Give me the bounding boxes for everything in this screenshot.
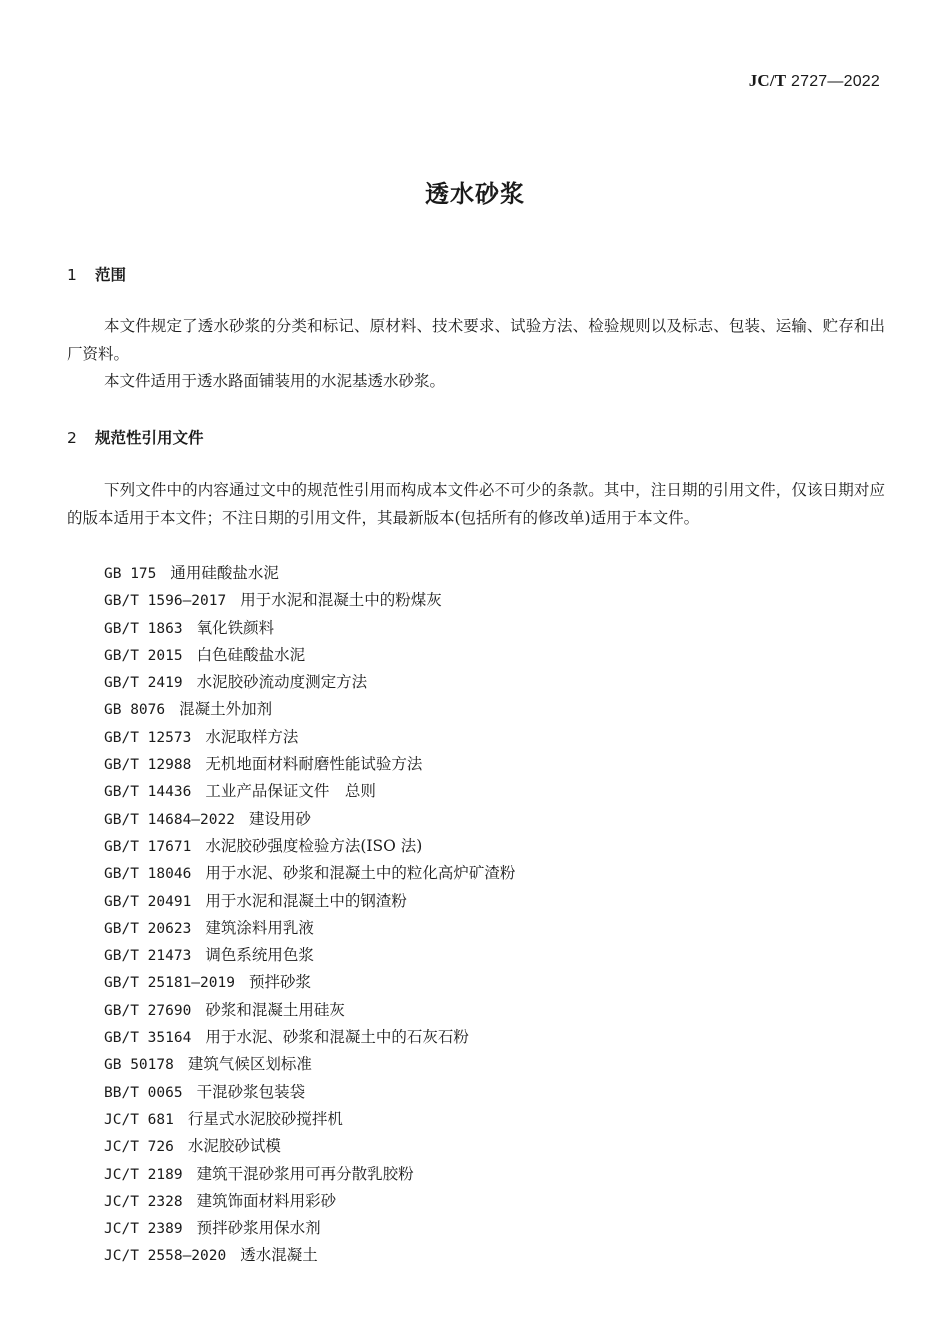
reference-item <box>104 1051 515 1078</box>
reference-item <box>104 560 515 587</box>
reference-code: JC/T 681 <box>104 1111 174 1128</box>
reference-title: 建设用砂 <box>248 809 311 828</box>
reference-code: GB/T 2015 <box>104 647 183 664</box>
reference-item <box>104 997 515 1024</box>
reference-title: 无机地面材料耐磨性能试验方法 <box>205 755 423 774</box>
reference-title: 干混砂浆包装袋 <box>196 1082 306 1101</box>
reference-code: GB/T 1596—2017 <box>104 593 227 610</box>
reference-item <box>104 778 515 805</box>
reference-item <box>104 1079 515 1106</box>
reference-code: GB/T 14436 <box>104 784 192 801</box>
reference-code: GB 8076 <box>104 702 166 719</box>
reference-code: GB/T 18046 <box>104 866 192 883</box>
reference-item <box>104 751 515 778</box>
reference-item <box>104 1161 515 1188</box>
standard-code-prefix: JC/T <box>748 71 787 90</box>
reference-code: GB 50178 <box>104 1057 174 1074</box>
reference-code: GB/T 2419 <box>104 675 183 692</box>
section-1-number: 1 <box>67 266 77 284</box>
standard-code <box>749 71 880 91</box>
section-1-heading <box>67 263 126 285</box>
reference-title: 透水混凝土 <box>240 1246 318 1265</box>
reference-title: 砂浆和混凝土用硅灰 <box>205 1000 345 1019</box>
reference-title: 建筑干混砂浆用可再分散乳胶粉 <box>196 1164 414 1183</box>
reference-code: GB/T 25181—2019 <box>104 975 235 992</box>
section-2-heading <box>67 426 204 448</box>
reference-title: 用于水泥和混凝土中的粉煤灰 <box>240 591 442 610</box>
reference-code: JC/T 2389 <box>104 1221 183 1238</box>
reference-item <box>104 696 515 723</box>
reference-item <box>104 642 515 669</box>
reference-code: JC/T 2189 <box>104 1166 183 1183</box>
reference-title: 水泥胶砂试模 <box>187 1137 281 1156</box>
reference-title: 行星式水泥胶砂搅拌机 <box>187 1109 343 1128</box>
reference-item <box>104 860 515 887</box>
reference-item <box>104 942 515 969</box>
reference-code: GB/T 1863 <box>104 620 183 637</box>
section-2-intro: 下列文件中的内容通过文中的规范性引用而构成本文件必不可少的条款。其中，注日期的引用文件，仅该日期对应的版本适用于本文件；不注日期的引用文件，其最新版本(包括所有的修改单)适用于本文件。 <box>67 481 885 527</box>
reference-code: GB/T 12988 <box>104 757 192 774</box>
reference-title: 水泥取样方法 <box>205 727 299 746</box>
reference-code: GB 175 <box>104 566 157 582</box>
section-1-paragraph-2: 本文件适用于透水路面铺装用的水泥基透水砂浆。 <box>104 372 446 390</box>
section-1-paragraph-1: 本文件规定了透水砂浆的分类和标记、原材料、技术要求、试验方法、检验规则以及标志、包装、运输、贮存和出厂资料。 <box>67 317 885 363</box>
reference-code: GB/T 20491 <box>104 893 192 910</box>
reference-title: 预拌砂浆用保水剂 <box>196 1219 321 1238</box>
reference-title: 调色系统用色浆 <box>205 946 314 965</box>
reference-title: 水泥胶砂流动度测定方法 <box>196 673 368 692</box>
reference-code: GB/T 35164 <box>104 1030 192 1047</box>
reference-title: 通用硅酸盐水泥 <box>170 564 279 582</box>
reference-item <box>104 587 515 614</box>
reference-title: 用于水泥、砂浆和混凝土中的石灰石粉 <box>205 1028 469 1047</box>
reference-title: 用于水泥、砂浆和混凝土中的粒化高炉矿渣粉 <box>205 864 516 883</box>
document-title: 透水砂浆 <box>425 180 525 208</box>
reference-item <box>104 615 515 642</box>
standard-code-number: 2727—2022 <box>791 73 880 90</box>
reference-title: 建筑气候区划标准 <box>187 1055 312 1074</box>
reference-item <box>104 915 515 942</box>
reference-title: 预拌砂浆 <box>248 973 311 992</box>
reference-code: GB/T 27690 <box>104 1002 192 1019</box>
reference-title: 建筑饰面材料用彩砂 <box>196 1191 337 1210</box>
reference-item <box>104 1106 515 1133</box>
reference-item <box>104 806 515 833</box>
section-2-title: 规范性引用文件 <box>95 429 204 447</box>
reference-code: GB/T 20623 <box>104 920 192 937</box>
section-1-title: 范围 <box>95 266 127 284</box>
reference-code: JC/T 2328 <box>104 1193 183 1210</box>
reference-list <box>104 560 515 1270</box>
reference-item <box>104 669 515 696</box>
reference-code: GB/T 21473 <box>104 948 192 965</box>
reference-item <box>104 724 515 751</box>
reference-item <box>104 1133 515 1160</box>
reference-title: 氧化铁颜料 <box>196 618 275 637</box>
reference-code: BB/T 0065 <box>104 1084 183 1101</box>
reference-code: GB/T 17671 <box>104 838 192 855</box>
reference-item <box>104 1215 515 1242</box>
reference-item <box>104 833 515 860</box>
reference-title: 水泥胶砂强度检验方法(ISO 法) <box>205 836 423 855</box>
reference-code: GB/T 12573 <box>104 729 192 746</box>
reference-item <box>104 1024 515 1051</box>
reference-title: 用于水泥和混凝土中的钢渣粉 <box>205 891 407 910</box>
reference-item <box>104 888 515 915</box>
reference-item <box>104 969 515 996</box>
reference-item <box>104 1188 515 1215</box>
reference-title: 建筑涂料用乳液 <box>205 918 314 937</box>
reference-title: 混凝土外加剂 <box>179 700 273 719</box>
reference-code: JC/T 726 <box>104 1139 174 1156</box>
reference-code: JC/T 2558—2020 <box>104 1248 227 1265</box>
reference-code: GB/T 14684—2022 <box>104 811 235 828</box>
reference-title: 工业产品保证文件 总则 <box>205 782 376 801</box>
reference-title: 白色硅酸盐水泥 <box>196 645 306 664</box>
section-2-number: 2 <box>67 429 77 447</box>
reference-item <box>104 1242 515 1269</box>
